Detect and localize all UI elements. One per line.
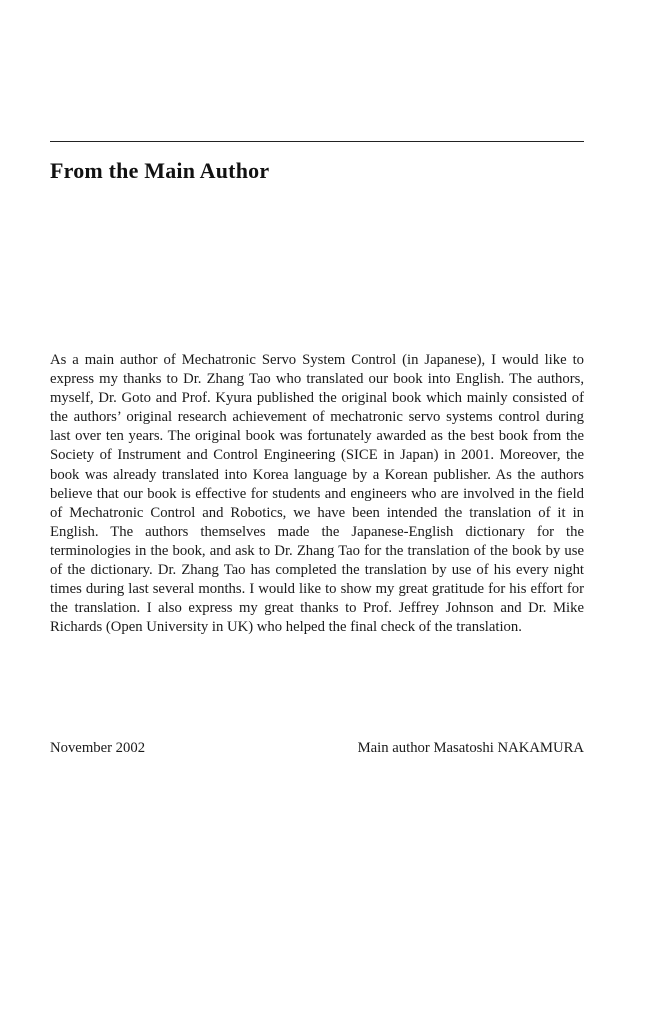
preface-paragraph: As a main author of Mechatronic Servo System Control (in Japanese), I would like to express my thanks to Dr. Zhang Tao who translated our book into English. The authors, myself, Dr. Goto and Prof. Kyura published the original book which mainly consisted of the authors’ original research achievement of mechatronic servo systems control during last over ten years. The original book was fortunately awarded as the best book from the Society of Instrument and Control Engineering (SICE in Japan) in 2001. Moreover, the book was already translated into Korea language by a Korean publisher. As the authors believe that our book is effective for students and engineers who are involved in the field of Mechatronic Control and Robotics, we have been intended the translation of it in English. The authors themselves made the Japanese-English dictionary for the terminologies in the book, and ask to Dr. Zhang Tao for the translation of the book by use of the dictionary. Dr. Zhang Tao has completed the translation by use of his every night times during last several months. I would like to show my great gratitude for his effort for the translation. I also express my great thanks to Prof. Jeffrey Johnson and Dr. Mike Richards (Open University in UK) who helped the final check of the translation. xyxy=(50,352,584,636)
section-divider xyxy=(50,141,584,142)
signature-block xyxy=(50,739,584,759)
signature-date: November 2002 xyxy=(50,740,146,756)
signature-author: Main author Masatoshi NAKAMURA xyxy=(357,740,584,756)
section-heading: From the Main Author xyxy=(50,158,270,183)
